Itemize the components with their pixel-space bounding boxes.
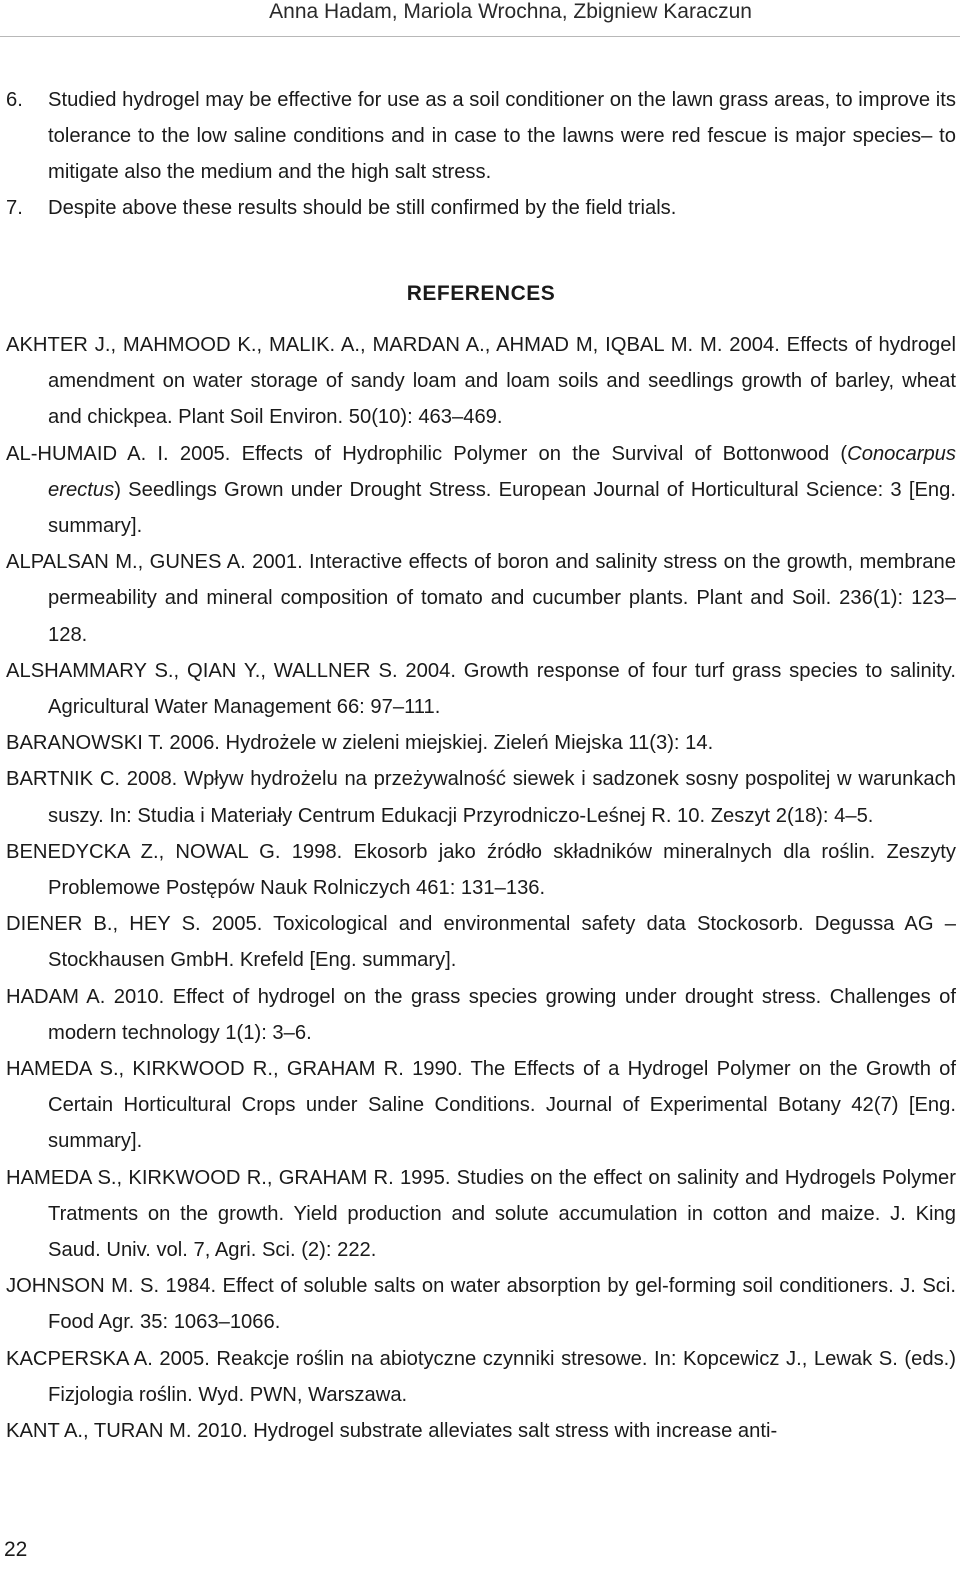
reference-item: AKHTER J., MAHMOOD K., MALIK. A., MARDAN A., AHMAD M, IQBAL M. M. 2004. Effects of hydrogel amendment on water storage of sandy loam and loam soils and seedlings growth of barley, wheat and chickpea. Plant Soil Environ. 50(10): 463–469. [6, 334, 956, 429]
species-name: Conocarpus erectus [48, 442, 956, 501]
reference-item: KACPERSKA A. 2005. Reakcje roślin na abiotyczne czynniki stresowe. In: Kopcewicz J., Lewak S. (eds.) Fizjologia roślin. Wyd. PWN, Warszawa. [6, 1347, 956, 1406]
conclusion-number: 7. [6, 197, 23, 219]
reference-item: DIENER B., HEY S. 2005. Toxicological and environmental safety data Stockosorb. Degussa AG – Stockhausen GmbH. Krefeld [Eng. summary]. [6, 913, 956, 972]
reference-text: AL-HUMAID A. I. 2005. Effects of Hydrophilic Polymer on the Survival of Bottonwood ( [6, 442, 848, 465]
reference-text: ) Seedlings Grown under Drought Stress. European Journal of Horticultural Science: 3 [Eng. summary]. [48, 478, 956, 538]
reference-list [6, 327, 956, 1449]
header-rule [0, 36, 960, 37]
conclusion-text: Studied hydrogel may be effective for use as a soil conditioner on the lawn grass areas, to improve its tolerance to the low saline conditions and in case to the lawns were red fescue is major species– to mitigate also the medium and the high salt stress. [48, 89, 956, 183]
conclusion-item [6, 190, 956, 226]
conclusion-item [6, 82, 956, 190]
reference-item: ALPALSAN M., GUNES A. 2001. Interactive effects of boron and salinity stress on the growth, membrane permeability and mineral composition of tomato and cucumber plants. Plant and Soil. 236(1): 123–128. [6, 551, 956, 646]
page-number: 22 [4, 1538, 28, 1561]
reference-item: ALSHAMMARY S., QIAN Y., WALLNER S. 2004. Growth response of four turf grass species to salinity. Agricultural Water Management 66: 97–111. [6, 659, 956, 719]
reference-item: BENEDYCKA Z., NOWAL G. 1998. Ekosorb jako źródło składników mineralnych dla roślin. Zeszyty Problemowe Postępów Nauk Rolniczych 461: 131–136. [6, 840, 956, 900]
conclusion-number: 6. [6, 89, 23, 111]
reference-item: HAMEDA S., KIRKWOOD R., GRAHAM R. 1995. Studies on the effect on salinity and Hydrogels Polymer Tratments on the growth. Yield production and solute accumulation in cotton and maize. J. King Saud. Univ. vol. 7, Agri. Sci. (2): 222. [6, 1166, 956, 1262]
reference-item: HADAM A. 2010. Effect of hydrogel on the grass species growing under drought stress. Challenges of modern technology 1(1): 3–6. [6, 985, 956, 1044]
reference-item: BARANOWSKI T. 2006. Hydrożele w zieleni miejskiej. Zieleń Miejska 11(3): 14. [6, 732, 714, 755]
reference-item: BARTNIK C. 2008. Wpływ hydrożelu na przeżywalność siewek i sadzonek sosny pospolitej w warunkach suszy. In: Studia i Materiały Centrum Edukacji Przyrodniczo-Leśnej R. 10. Zeszyt 2(18): 4–5. [6, 768, 956, 827]
reference-item: HAMEDA S., KIRKWOOD R., GRAHAM R. 1990. The Effects of a Hydrogel Polymer on the Growth of Certain Horticultural Crops under Saline Conditions. Journal of Experimental Botany 42(7) [Eng. summary]. [6, 1058, 956, 1153]
reference-item: KANT A., TURAN M. 2010. Hydrogel substrate alleviates salt stress with increase anti- [6, 1420, 778, 1443]
running-head: Anna Hadam, Mariola Wrochna, Zbigniew Karaczun [269, 0, 752, 23]
references-heading: REFERENCES [406, 282, 556, 305]
conclusion-text: Despite above these results should be still confirmed by the field trials. [48, 197, 677, 219]
reference-item: JOHNSON M. S. 1984. Effect of soluble salts on water absorption by gel-forming soil conditioners. J. Sci. Food Agr. 35: 1063–1066. [6, 1275, 956, 1334]
page-body [6, 82, 956, 1449]
reference-item [6, 436, 956, 545]
